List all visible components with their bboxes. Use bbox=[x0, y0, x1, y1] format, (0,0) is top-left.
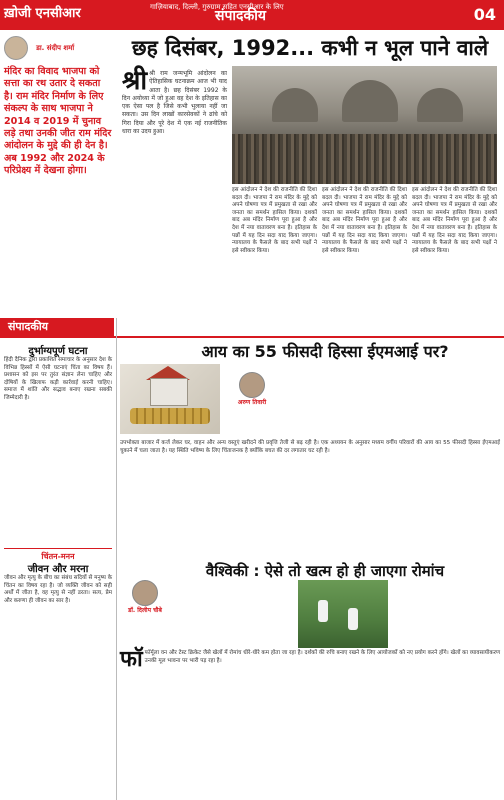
chintan-heading: जीवन और मरना bbox=[27, 564, 89, 575]
editorial-heading: दुर्भाग्यपूर्ण घटना bbox=[28, 346, 88, 357]
section-title: संपादकीय bbox=[215, 8, 266, 24]
section-bar: संपादकीय bbox=[0, 318, 114, 336]
ayodhya-photo bbox=[232, 66, 497, 184]
page-number: 04 bbox=[473, 5, 496, 24]
body-column: इस आंदोलन ने देश की राजनीति की दिशा बदल दी। भाजपा ने राम मंदिर के मुद्दे को अपने घोषणा पत्र में प्रमुखता से रखा और जनता का समर्थन हासिल किया। दशकों बाद अब मंदिर निर्माण पूरा हुआ है और देश में नया वातावरण बना है। इतिहास के पन्नों में यह दिन सदा याद किया जाएगा। न्यायालय के फैसले के बाद सभी पक्षों ने इसे स्वीकार किया। bbox=[232, 187, 317, 254]
house-shape bbox=[150, 378, 188, 406]
body-column: इस आंदोलन ने देश की राजनीति की दिशा बदल दी। भाजपा ने राम मंदिर के मुद्दे को अपने घोषणा पत्र में प्रमुखता से रखा और जनता का समर्थन हासिल किया। दशकों बाद अब मंदिर निर्माण पूरा हुआ है और देश में नया वातावरण बना है। इतिहास के पन्नों में यह दिन सदा याद किया जाएगा। न्यायालय के फैसले के बाद सभी पक्षों ने इसे स्वीकार किया। bbox=[412, 187, 497, 254]
masthead bbox=[0, 0, 504, 30]
coins-shape bbox=[130, 408, 210, 424]
lead-paragraph bbox=[122, 66, 227, 136]
section-rule bbox=[0, 336, 504, 338]
article3-byline bbox=[120, 580, 170, 614]
article3-body bbox=[120, 647, 500, 672]
author-avatar bbox=[239, 372, 265, 398]
article3-text: फॉर्मूला वन और टेस्ट क्रिकेट जैसे खेलों में रोमांच धीरे-धीरे कम होता जा रहा है। दर्शकों की रुचि बनाए रखने के लिए आयोजकों को नए प्रयोग करने होंगे। खेलों का व्यावसायीकरण उनकी मूल भावना पर भारी पड़ रहा है। bbox=[144, 650, 500, 664]
quote-author: डा. संदीप शर्मा bbox=[36, 43, 75, 52]
player-figure bbox=[318, 600, 328, 622]
editorial-body: हिंदी दैनिक द्वारा प्रकाशित समाचार के अनुसार देश के विभिन्न हिस्सों में ऐसी घटनाएं चिंता का विषय हैं। प्रशासन को इस पर तुरंत संज्ञान लेना चाहिए और दोषियों के खिलाफ कड़ी कार्रवाई करनी चाहिए। समाज में शांति और सद्भाव बनाए रखना सबकी जिम्मेदारी है। bbox=[4, 357, 112, 401]
dome-shape bbox=[342, 80, 398, 122]
drop-cap: श्री bbox=[122, 66, 148, 96]
dome-shape bbox=[272, 88, 318, 122]
quote-column bbox=[4, 36, 112, 178]
article2-byline bbox=[222, 372, 282, 406]
author-avatar bbox=[132, 580, 158, 606]
article3-author: डॉ. दिलीप चौबे bbox=[128, 607, 162, 614]
article2-author: अरुण तिवारी bbox=[237, 399, 267, 406]
masthead-subtitle: गाज़ियाबाद, दिल्ली, गुरुग्राम सहित एनसीआर के लिए bbox=[150, 3, 284, 11]
chintan-label: चिंतन-मनन bbox=[4, 548, 112, 562]
player-figure bbox=[348, 608, 358, 630]
cricket-photo bbox=[298, 580, 388, 648]
crowd bbox=[232, 134, 497, 184]
column-divider bbox=[116, 318, 117, 800]
lead-text: श्री राम जन्मभूमि आंदोलन का ऐतिहासिक घटनाक्रम आज भी याद आता है। छह दिसंबर 1992 के दिन अयोध्या में जो हुआ वह देश के इतिहास का एक ऐसा पल है जिसे कभी भुलाया नहीं जा सकता। उस दिन लाखों कारसेवकों ने ढांचे को गिरा दिया और पूरे देश में एक नई राजनीतिक धारा का उदय हुआ। bbox=[122, 70, 227, 136]
chintan-body: जीवन और मृत्यु के बीच का संबंध सदियों से मनुष्य के चिंतन का विषय रहा है। जो व्यक्ति जीवन को सही अर्थों में जीता है, वह मृत्यु से नहीं डरता। सत्य, प्रेम और करुणा ही जीवन का सार है। bbox=[4, 575, 112, 604]
author-avatar bbox=[4, 36, 28, 60]
house-emi-illustration bbox=[120, 364, 220, 434]
body-column: इस आंदोलन ने देश की राजनीति की दिशा बदल दी। भाजपा ने राम मंदिर के मुद्दे को अपने घोषणा पत्र में प्रमुखता से रखा और जनता का समर्थन हासिल किया। दशकों बाद अब मंदिर निर्माण पूरा हुआ है और देश में नया वातावरण बना है। इतिहास के पन्नों में यह दिन सदा याद किया जाएगा। न्यायालय के फैसले के बाद सभी पक्षों ने इसे स्वीकार किया। bbox=[322, 187, 407, 254]
article2-body: उपभोक्ता बाजार में कर्ज लेकर घर, वाहन और अन्य वस्तुएं खरीदने की प्रवृत्ति तेजी से बढ़ रही है। एक अध्ययन के अनुसार मध्यम वर्गीय परिवारों की आय का 55 फीसदी हिस्सा ईएमआई चुकाने में चला जाता है। यह स्थिति भविष्य के लिए चिंताजनक है क्योंकि बचत की दर लगातार घट रही है। bbox=[120, 440, 500, 454]
drop-cap: फॉ bbox=[120, 647, 143, 672]
article2-headline: आय का 55 फीसदी हिस्सा ईएमआई पर? bbox=[201, 342, 449, 361]
main-headline: छह दिसंबर, 1992... कभी न भूल पाने वाले bbox=[131, 36, 489, 60]
newspaper-logo: ख़ोजी एनसीआर bbox=[4, 6, 81, 21]
article3-headline: वैश्विकी : ऐसे तो खत्म हो ही जाएगा रोमांच bbox=[205, 562, 445, 580]
pull-quote: मंदिर का विवाद भाजपा को सत्ता का रथ उतार दे सकता है। राम मंदिर निर्माण के लिए संकल्प के साथ भाजपा ने 2014 व 2019 में चुनाव लड़े तथा उनकी जीत राम मंदिर आंदोलन के मुद्दे की ही देन है। अब 1992 और 2024 के परिप्रेक्ष्य में देखना होगा। bbox=[4, 66, 112, 177]
dome-shape bbox=[417, 88, 463, 122]
